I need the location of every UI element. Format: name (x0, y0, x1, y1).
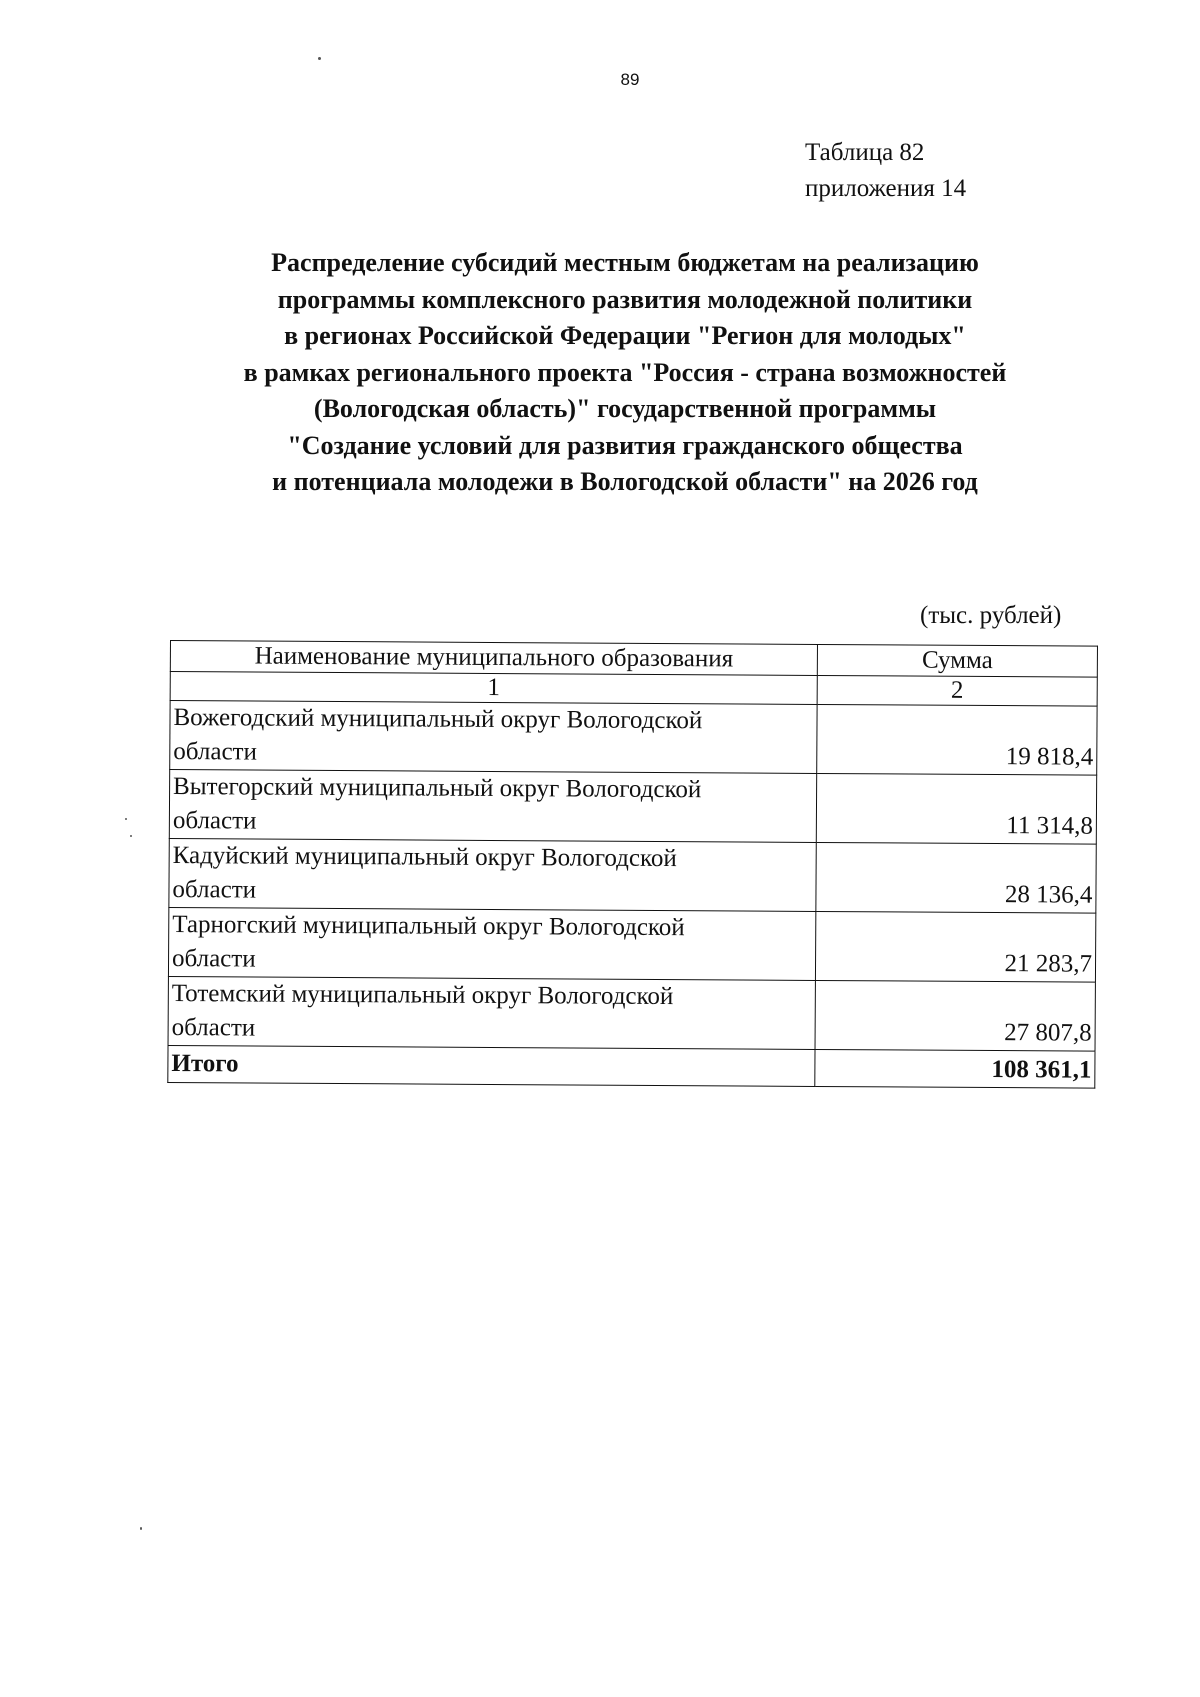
appendix-number: приложения 14 (805, 175, 967, 202)
title-line: в регионах Российской Федерации "Регион для молодых" (284, 321, 966, 350)
title-line: в рамках регионального проекта "Россия - страна возможностей (243, 357, 1007, 387)
scan-speck (318, 57, 321, 60)
municipality-name: Кадуйский муниципальный округ Вологодской области (169, 838, 816, 911)
municipality-name: Тарногский муниципальный округ Вологодской области (168, 907, 815, 980)
title-line: "Создание условий для развития гражданского общества (287, 430, 963, 460)
scan-speck (130, 835, 132, 837)
amount-cell: 28 136,4 (816, 842, 1096, 913)
title-line: и потенциала молодежи в Вологодской области" на 2026 год (272, 467, 978, 496)
units-label: (тыс. рублей) (920, 602, 1062, 629)
amount-cell: 11 314,8 (816, 773, 1096, 844)
table-number: Таблица 82 (805, 139, 925, 166)
municipality-name: Вожегодский муниципальный округ Вологодской области (170, 701, 817, 774)
document-title (150, 245, 1100, 501)
table-row (169, 838, 1096, 913)
amount-cell: 27 807,8 (815, 980, 1095, 1051)
amount-cell: 19 818,4 (817, 704, 1097, 775)
total-row (168, 1045, 1095, 1088)
scan-speck (140, 1527, 142, 1530)
title-line: Распределение субсидий местным бюджетам на реализацию (271, 248, 979, 277)
table-row (168, 907, 1095, 982)
title-line: программы комплексного развития молодежной политики (277, 284, 973, 314)
table-reference (805, 135, 966, 207)
page-number: 89 (620, 70, 640, 89)
column-number: 1 (170, 672, 817, 705)
table-row (168, 976, 1095, 1051)
total-amount: 108 361,1 (815, 1049, 1095, 1088)
title-line: (Вологодская область)" государственной программы (313, 394, 937, 423)
municipality-name: Тотемский муниципальный округ Вологодской области (168, 976, 815, 1049)
distribution-table (167, 640, 1098, 1089)
total-label: Итого (168, 1045, 815, 1086)
amount-cell: 21 283,7 (815, 911, 1095, 982)
header-row (170, 641, 1097, 678)
municipality-name: Вытегорский муниципальный округ Вологодской области (169, 770, 816, 843)
table-row (169, 770, 1096, 845)
table-row (170, 701, 1097, 776)
scan-speck (125, 818, 127, 820)
header-name: Наименование муниципального образования (170, 641, 817, 676)
column-number: 2 (817, 675, 1097, 706)
header-amount: Сумма (817, 644, 1097, 677)
